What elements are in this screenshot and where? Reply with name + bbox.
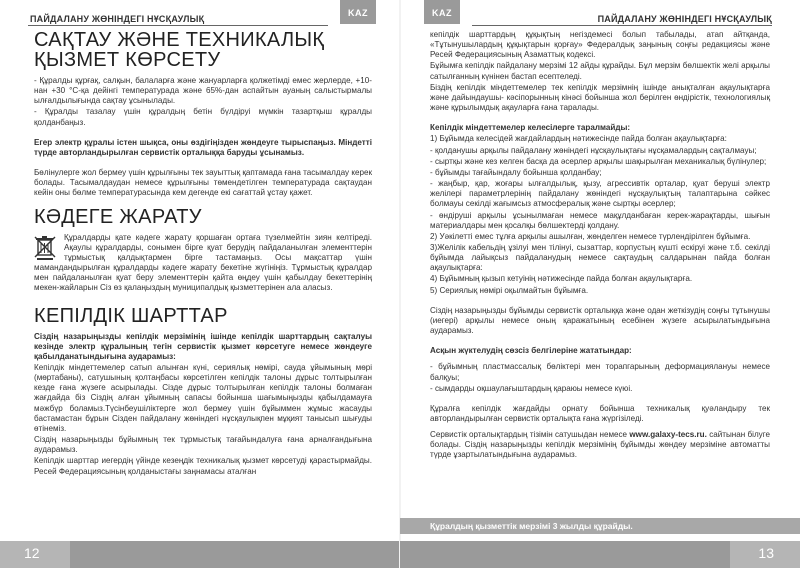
warranty-text-2: Сіздің назарыңызды бұйымның тек тұрмыстық тағайындалуға ғана арналғандығына аударамыз. (34, 435, 372, 455)
exclusion-1b: - сыртқы және кез келген басқа да әсерлер арқылы шақырылған механикалық бүлінулер; (430, 156, 767, 166)
overload-title: Асқын жүктелудің сөзсіз белгілеріне жататындар: (430, 346, 632, 356)
right-page (400, 0, 800, 568)
exclusion-1a: - қолданушы арқылы пайдалану жөніндегі нұсқаулықтағы нұсқамалардың сақталмауы; (430, 145, 757, 155)
storage-text-3: Бөлінулерге жол бермеу үшін құрылғыны тек зауыттық қаптамада ғана тасымалдау керек болады. Тасымалдаудан немесе құрылғыны төмендетілген температурада сақтаудан кейін оны бөлме температурасында кем дегенде екі сағаттай ұстау қажет. (34, 168, 372, 198)
storage-warning: Егер электр құралы істен шықса, оны өздігіңізден жөндеуге тырыспаңыз. Міндетті түрде авторландырылған сервистік орталыққа баруды ұсынамыз. (34, 137, 372, 157)
warranty-text-3: Кепілдік шарттар иегердің үйінде кезеңдік техникалық қызмет көрсетуді қарастырмайды. Ресей Федерациясының қолданыстағы заңнамасы аталған (34, 456, 372, 476)
exclusion-1c: - бұйымды тағайындалу бойынша қолданбау; (430, 167, 602, 177)
warranty-period: Бұйымға кепілдік пайдалану мерзімі 12 айды құрайды. Бұл мерзім бөлшектік желі арқылы сатылғанның күнінен бастап есептеледі. (430, 61, 770, 81)
left-header: ПАЙДАЛАНУ ЖӨНІНДЕГІ НҰСҚАУЛЫҚ (30, 14, 205, 24)
service-centers-note (430, 430, 770, 460)
service-centers-post: сайтынан білуге болады. Сіздің назарыңызды кепілдік мерзімінің бұйымды жөндеу мерзіміне автоматты түрде ұзартылатындығына аударамыз. (430, 430, 770, 460)
storage-text-1: - Құралды құрғақ, салқын, балаларға және жануарларға қолжетімді емес жерлерде, +10-нан +30 °С-қа дейінгі температурада және 65%-дан аспайтын ауаның салыстырмалы ылғалдылығында сақтау ұсынылады. (34, 76, 372, 106)
warranty-intro: Сіздің назарыңызды кепілдік мерзімінің ішінде кепілдік шарттардың сақталуы кезінде электр құралының тегін сервистік қызмет көрсетуге немесе жөндеуге қабылданатындығына аударамыз: (34, 331, 372, 361)
service-centers-pre: Сервистік орталықтардың тізімін сатушыдан немесе (430, 430, 628, 440)
website-link[interactable]: www.galaxy-tecs.ru. (629, 430, 707, 440)
exclusion-3: 3)Желілік кабельдің ұзілуі мен тілінуі, сызаттар, корпустың күшті ескіруі және т.б. секілді бұйымда лайықсыз пайдаланудың немесе сақтаудың салдарынан пайда болған ақаулықтарға: (430, 242, 770, 273)
warranty-text-1: Кепілдік міндеттемелер сатып алынған күні, сериялық нөмірі, сауда ұйымының мөрі (мөртабаны), сатушының қолтаңбасы көрсетілген кепілдік талоны дұрыс толтырылған кезде ғана жүзеге асырылады. Сізде дұрыс толтырылған кепілдік талоны болмаған жағдайда біз Сіздің алған ұйымның сапасы бойынша шағымыңызды қабылдамауға мәжбүр боламыз.Түсінбеушіліктерге жол бермеу үшін бұйыммен жұмыс жасауды бастамастан бұрын Сізден пайдалану жөніндегі нұсқаулықпен мұқият танысып шығуды өтінеміз. (34, 362, 372, 433)
storage-text-2: - Құралды тазалау үшін құралдың бетін бүлдіруі мүмкін тазартқыш құралды қолданбаңыз. (34, 107, 372, 127)
service-life-text: Құралдың қызметтік мерзімі 3 жылды құрайды. (430, 521, 633, 531)
left-page-number: 12 (24, 545, 40, 561)
right-header-rule (472, 25, 772, 26)
storage-title: САҚТАУ ЖӘНЕ ТЕХНИКАЛЫҚ ҚЫЗМЕТ КӨРСЕТУ (34, 29, 325, 71)
exclusion-1d: - жаңбыр, қар, жоғары ылғалдылық, қызу, агрессивтік орталар, қуат беруші электр желілері параметрлерінің пайдалану жөніндегі нұсқаулықтың талаптарына сәйкес болмауы секілді жағымсыз атмосфералық және сыртқы әсерлер; (430, 179, 770, 209)
right-header: ПАЙДАЛАНУ ЖӨНІНДЕГІ НҰСҚАУЛЫҚ (597, 14, 772, 24)
disposal-text: Құралдарды қате кәдеге жарату қоршаған ортаға түзелмейтін зиян келтіреді. Ақаулы құралдарды, сонымен бірге қуат берудің пайдаланылған элементтерін тұрмыстық қалдықтармен бірге тастамаңыз. Осы мақсаттар үшін мамандандырылған құралдарды кәдеге жарату бекетіне жүгініңіз. Тұрмыстық құралдар мен пайдаланылған қуат беру элементтерін қайта өңдеу үшін қабылдау бекеттерінің мекен-жайларын Сіз өз қалаңыздың муниципалдық қызметтерінен ала аласыз. (34, 232, 372, 293)
exclusion-1e: - өндіруші арқылы ұсынылмаған немесе мақұлданбаған керек-жарақтарды, шығын материалдары мен қосалқы бөлшектерді қолдану. (430, 210, 770, 230)
crossed-bin-icon (34, 235, 56, 261)
left-lang-tab: KAZ (340, 0, 376, 24)
delivery-note: Сіздің назарыңызды бұйымды сервистік орталыққа және одан жеткізудің соңғы тұтынушы (иегері) арқылы немесе оның қаражатының есебінен жүзеге асырылатындығына аударамыз. (430, 305, 770, 336)
warranty-scope: Біздің кепілдік міндеттемелер тек кепілдік мерзімнің ішінде анықталған ақаулықтарға және дайындаушы- кәсіпорынның кінәсі бойынша жол берілген өндірістік, технологиялық және құрылымдық ақауларға ғана таралады. (430, 82, 770, 113)
left-content (34, 28, 372, 478)
exclusions-title: Кепілдік міндеттемелер келесілерге таралмайды: (430, 123, 631, 133)
overload-item-2: - сымдарды оқшаулағыштардың қараюы немесе күюі. (430, 383, 633, 393)
diagnostics-note: Құралға кепілдік жағдайды орнату бойынша техникалық қуәландыру тек авторландырылған сервистік орталықта ғана жүргізіледі. (430, 403, 770, 423)
exclusion-2: 2) Уәкілетті емес тұлға арқылы ашылған, жөнделген немесе түрлендірілген бұйымға. (430, 231, 751, 241)
right-content (430, 30, 770, 462)
service-life-banner (400, 518, 800, 534)
right-lang-tab: KAZ (424, 0, 460, 24)
warranty-title: КЕПІЛДІК ШАРТТАР (34, 304, 228, 327)
exclusion-1: 1) Бұйымда келесідей жағдайлардың нәтижесінде пайда болған ақаулықтарға: (430, 134, 727, 144)
left-header-rule (28, 25, 328, 26)
right-page-number: 13 (758, 545, 774, 561)
exclusion-5: 5) Сериялық нөмірі оқылмайтын бұйымға. (430, 285, 589, 295)
exclusion-4: 4) Бұйымның қызып кетуінің нәтижесінде пайда болған ақаулықтарға. (430, 274, 693, 284)
disposal-title: КӘДЕГЕ ЖАРАТУ (34, 205, 202, 228)
overload-item-1: - бұйымның пластмассалық бөліктері мен торапгарының деформациялануы немесе балқуы; (430, 362, 770, 382)
warranty-continued: кепілдік шарттардың құқықтың негіздемесі болып табылады, атап айтқанда, «Тұтынушылардың құқықтарын қорғау» Федералдық заңының соңғы редакциясы және Ресей Федерациясының Азаматтық кодексі. (430, 30, 770, 60)
